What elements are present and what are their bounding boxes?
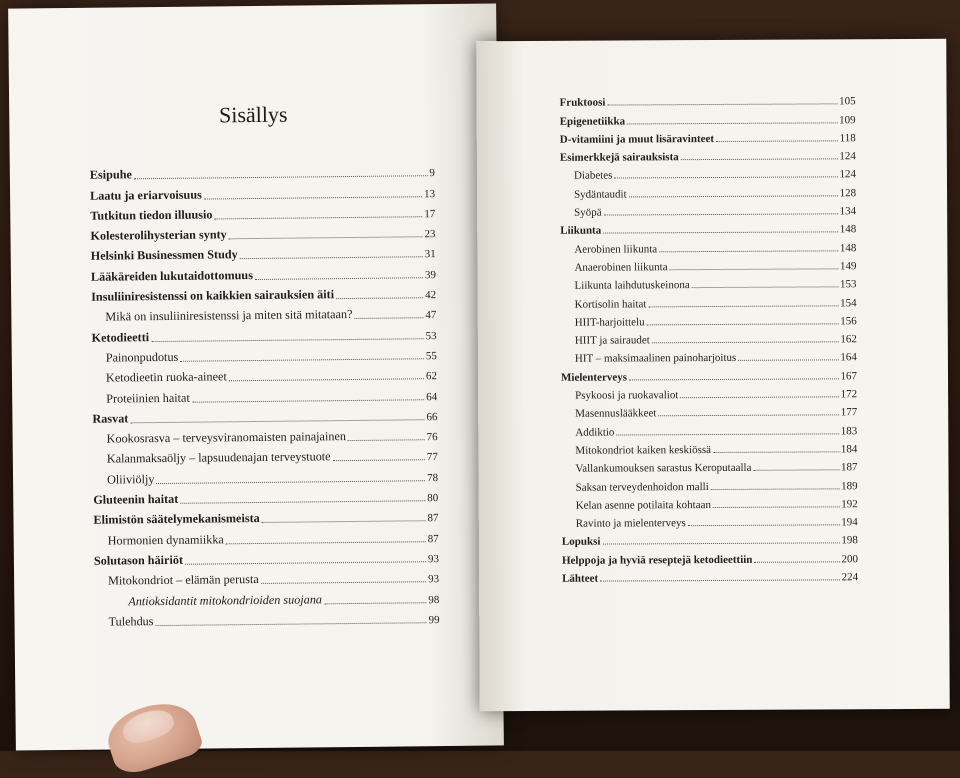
- leader-dots: [192, 399, 424, 402]
- toc-entry-text: D-vitamiini ja muut lisäravinteet: [559, 132, 715, 146]
- toc-entry-text: Addiktio: [575, 426, 615, 439]
- toc-page-number: 148: [839, 241, 857, 255]
- toc-entry-text: Kortisolin haitat: [574, 297, 647, 311]
- toc-entry: [561, 382, 857, 402]
- leader-dots: [681, 159, 838, 161]
- toc-entry-text: Solutason häiriöt: [93, 552, 184, 568]
- toc-page-number: 31: [424, 248, 436, 261]
- toc-entry-text: Psykoosi ja ruokavaliot: [575, 389, 679, 402]
- toc-page-number: 124: [839, 168, 856, 181]
- leader-dots: [603, 232, 838, 234]
- toc-entry-text: Kookosrasva – terveysviranomaisten painajainen: [106, 429, 346, 446]
- leader-dots: [185, 561, 426, 565]
- leader-dots: [157, 480, 426, 484]
- leader-dots: [336, 297, 423, 299]
- leader-dots: [604, 213, 838, 215]
- toc-entry: [561, 400, 857, 420]
- toc-entry-text: HIIT-harjoittelu: [574, 316, 645, 329]
- toc-entry-text: Laatu ja eriarvoisuus: [90, 187, 202, 203]
- leader-dots: [680, 396, 838, 398]
- toc-page-number: 200: [841, 552, 858, 566]
- leader-dots: [652, 341, 839, 343]
- toc-page-number: 156: [840, 315, 857, 328]
- toc-page-number: 124: [839, 150, 856, 163]
- toc-entry: [560, 144, 856, 164]
- toc-entry-text: Lääkäreiden lukutaidottomuus: [90, 267, 253, 284]
- toc-page-number: 109: [839, 113, 856, 126]
- toc-entry: [560, 126, 856, 146]
- toc-entry-text: Liikunta laihdutuskeinona: [574, 279, 690, 292]
- leader-dots: [262, 521, 426, 524]
- leader-dots: [255, 277, 423, 280]
- toc-entry-text: Tutkitun tiedon illuusio: [90, 207, 213, 223]
- leader-dots: [333, 460, 425, 462]
- toc-entry-text: Lopuksi: [561, 536, 601, 549]
- toc-page-number: 148: [839, 223, 857, 236]
- toc-entry-text: Syöpä: [574, 206, 602, 219]
- leader-dots: [614, 177, 837, 179]
- toc-page-number: 177: [840, 406, 858, 419]
- toc-entry-text: Antioksidantit mitokondrioiden suojana: [128, 591, 323, 608]
- leader-dots: [151, 338, 423, 342]
- leader-dots: [648, 305, 838, 307]
- toc-page-number: 23: [424, 228, 436, 241]
- toc-list-left: [90, 159, 440, 629]
- toc-entry: [561, 291, 857, 311]
- toc-page-number: 17: [424, 208, 436, 221]
- toc-page-number: 183: [840, 424, 858, 437]
- leader-dots: [348, 439, 425, 441]
- toc-entry-text: Helppoja ja hyviä reseptejä ketodieettiin: [561, 553, 753, 567]
- leader-dots: [659, 250, 838, 252]
- toc-entry: [561, 327, 857, 347]
- toc-entry: [560, 162, 856, 182]
- toc-page-number: 93: [428, 573, 440, 586]
- toc-page-number: 98: [428, 593, 440, 606]
- leader-dots: [226, 541, 426, 544]
- toc-entry-text: Hormonien dynamiikka: [107, 531, 224, 548]
- toc-page-number: 87: [427, 512, 439, 525]
- toc-entry: [560, 272, 856, 292]
- toc-entry-text: Fruktoosi: [559, 96, 606, 110]
- toc-page-number: 187: [840, 461, 858, 474]
- toc-entry: [94, 606, 439, 630]
- toc-page-number: 162: [840, 333, 857, 346]
- toc-entry: [562, 510, 858, 530]
- toc-entry: [562, 547, 858, 567]
- leader-dots: [716, 140, 838, 142]
- leader-dots: [324, 602, 426, 604]
- toc-entry: [560, 254, 856, 274]
- toc-page-number: 78: [427, 471, 439, 484]
- toc-entry-text: Proteiinien haitat: [106, 390, 190, 406]
- toc-entry: [562, 473, 858, 493]
- leader-dots: [753, 470, 839, 471]
- toc-entry-text: Mielenterveys: [560, 371, 628, 384]
- leader-dots: [688, 524, 840, 526]
- toc-entry-text: Diabetes: [573, 170, 613, 183]
- leader-dots: [607, 104, 837, 106]
- toc-page-number: 93: [427, 553, 439, 566]
- toc-entry-text: HIT – maksimaalinen painoharjoitus: [574, 352, 737, 366]
- toc-page-number: 64: [426, 390, 438, 403]
- toc-page-number: 189: [841, 479, 858, 492]
- toc-page-number: 164: [840, 351, 857, 364]
- leader-dots: [240, 257, 423, 260]
- toc-page-number: 87: [427, 532, 439, 545]
- toc-entry: [560, 236, 856, 256]
- toc-entry-text: Sydäntaudit: [574, 188, 627, 201]
- toc-page-number: 80: [427, 492, 439, 505]
- toc-entry: [560, 108, 856, 128]
- toc-page-number: 77: [426, 451, 438, 464]
- right-book-page: [476, 39, 950, 711]
- leader-dots: [754, 561, 839, 562]
- left-book-page: [8, 3, 504, 750]
- toc-entry: [560, 181, 856, 201]
- toc-page-number: 154: [840, 296, 857, 309]
- leader-dots: [229, 379, 424, 382]
- toc-entry: [562, 528, 858, 548]
- toc-entry-text: Insuliiniresistenssi on kaikkien sairauksien äiti: [91, 287, 335, 304]
- toc-page-number: 224: [841, 571, 859, 584]
- toc-page-number: 13: [424, 187, 436, 200]
- leader-dots: [229, 236, 423, 239]
- toc-entry: [561, 309, 857, 329]
- leader-dots: [647, 323, 839, 325]
- toc-entry-text: Lähteet: [562, 572, 599, 585]
- toc-entry-text: Tulehdus: [108, 613, 154, 629]
- toc-page-number: 47: [425, 309, 437, 322]
- leader-dots: [261, 581, 426, 584]
- toc-page-number: 153: [839, 278, 857, 291]
- toc-page-number: 105: [839, 95, 856, 108]
- toc-page-number: 99: [428, 613, 440, 627]
- toc-entry-text: Ketodieetti: [91, 329, 150, 345]
- toc-entry-text: Ravinto ja mielenterveys: [575, 517, 686, 530]
- toc-entry: [561, 455, 857, 475]
- toc-entry-text: Mitokondriot – elämän perusta: [108, 572, 259, 588]
- leader-dots: [629, 195, 838, 197]
- toc-page-number: 9: [429, 167, 435, 180]
- toc-entry-text: Helsinki Businessmen Study: [90, 247, 238, 264]
- toc-page-number: 62: [425, 370, 438, 383]
- toc-entry-text: HIIT ja sairaudet: [574, 334, 650, 347]
- leader-dots: [215, 216, 423, 219]
- toc-entry: [561, 437, 857, 457]
- toc-page-number: 128: [839, 187, 857, 200]
- toc-entry-text: Aerobinen liikunta: [574, 242, 658, 256]
- toc-page-number: 184: [840, 443, 858, 456]
- toc-entry-text: Gluteenin haitat: [93, 491, 179, 507]
- leader-dots: [156, 622, 427, 626]
- toc-title: Sisällys: [218, 101, 288, 128]
- leader-dots: [204, 196, 422, 199]
- toc-page-number: 53: [425, 329, 437, 342]
- leader-dots: [627, 122, 837, 124]
- toc-list-right: [560, 89, 859, 585]
- leader-dots: [713, 506, 839, 508]
- toc-entry-text: Vallankumouksen sarastus Keroputaalla: [575, 462, 752, 475]
- toc-entry-text: Rasvat: [92, 411, 129, 426]
- toc-page-number: 118: [839, 132, 856, 145]
- toc-page-number: 149: [839, 260, 857, 273]
- toc-page-number: 167: [840, 369, 858, 383]
- leader-dots: [658, 415, 838, 417]
- toc-entry-text: Ketodieetin ruoka-aineet: [105, 369, 227, 385]
- leader-dots: [711, 488, 839, 490]
- leader-dots: [738, 360, 838, 362]
- leader-dots: [180, 358, 424, 362]
- toc-page-number: 39: [424, 268, 437, 282]
- leader-dots: [602, 543, 839, 545]
- leader-dots: [629, 378, 839, 380]
- toc-entry-text: Esipuhe: [89, 167, 132, 183]
- toc-page-number: 198: [841, 534, 858, 547]
- toc-entry-text: Kolesterolihysterian synty: [90, 227, 227, 243]
- toc-entry: [560, 199, 856, 219]
- toc-page-number: 66: [426, 410, 438, 424]
- toc-entry-text: Epigenetiikka: [559, 115, 626, 128]
- toc-entry: [561, 419, 857, 439]
- toc-entry-text: Elimistön säätelymekanismeista: [93, 511, 260, 528]
- leader-dots: [355, 318, 424, 320]
- toc-entry-text: Painonpudotus: [105, 349, 179, 365]
- toc-page-number: 134: [839, 205, 857, 218]
- toc-entry-text: Esimerkkejä sairauksista: [559, 151, 679, 164]
- toc-entry: [561, 345, 857, 365]
- leader-dots: [670, 268, 838, 270]
- toc-entry: [560, 217, 856, 237]
- toc-entry-text: Liikunta: [560, 224, 602, 238]
- leader-dots: [713, 451, 839, 453]
- toc-page-number: 76: [426, 431, 438, 444]
- leader-dots: [600, 579, 839, 581]
- toc-entry-text: Anaerobinen liikunta: [574, 261, 668, 274]
- toc-entry-text: Mikä on insuliiniresistenssi ja miten sitä mitataan?: [105, 307, 353, 324]
- leader-dots: [180, 500, 425, 504]
- toc-entry: [562, 565, 858, 585]
- toc-entry-text: Saksan terveydenhoidon malli: [575, 480, 709, 494]
- toc-entry-text: Oliiviöljy: [106, 471, 155, 487]
- toc-page-number: 55: [425, 350, 437, 363]
- toc-entry: [562, 492, 858, 512]
- toc-page-number: 194: [841, 516, 858, 529]
- toc-page-number: 172: [840, 388, 858, 401]
- toc-entry: [561, 364, 857, 384]
- toc-entry-text: Masennuslääkkeet: [575, 407, 657, 421]
- toc-entry-text: Kelan asenne potilaita kohtaan: [575, 498, 712, 512]
- toc-entry-text: Kalanmaksaöljy – lapsuudenajan terveystuote: [106, 449, 331, 467]
- toc-entry: [560, 89, 856, 109]
- toc-entry-text: Mitokondriot kaiken keskiössä: [575, 443, 712, 457]
- leader-dots: [616, 433, 838, 435]
- toc-page-number: 42: [425, 289, 437, 302]
- toc-page-number: 192: [841, 498, 858, 511]
- leader-dots: [692, 287, 838, 289]
